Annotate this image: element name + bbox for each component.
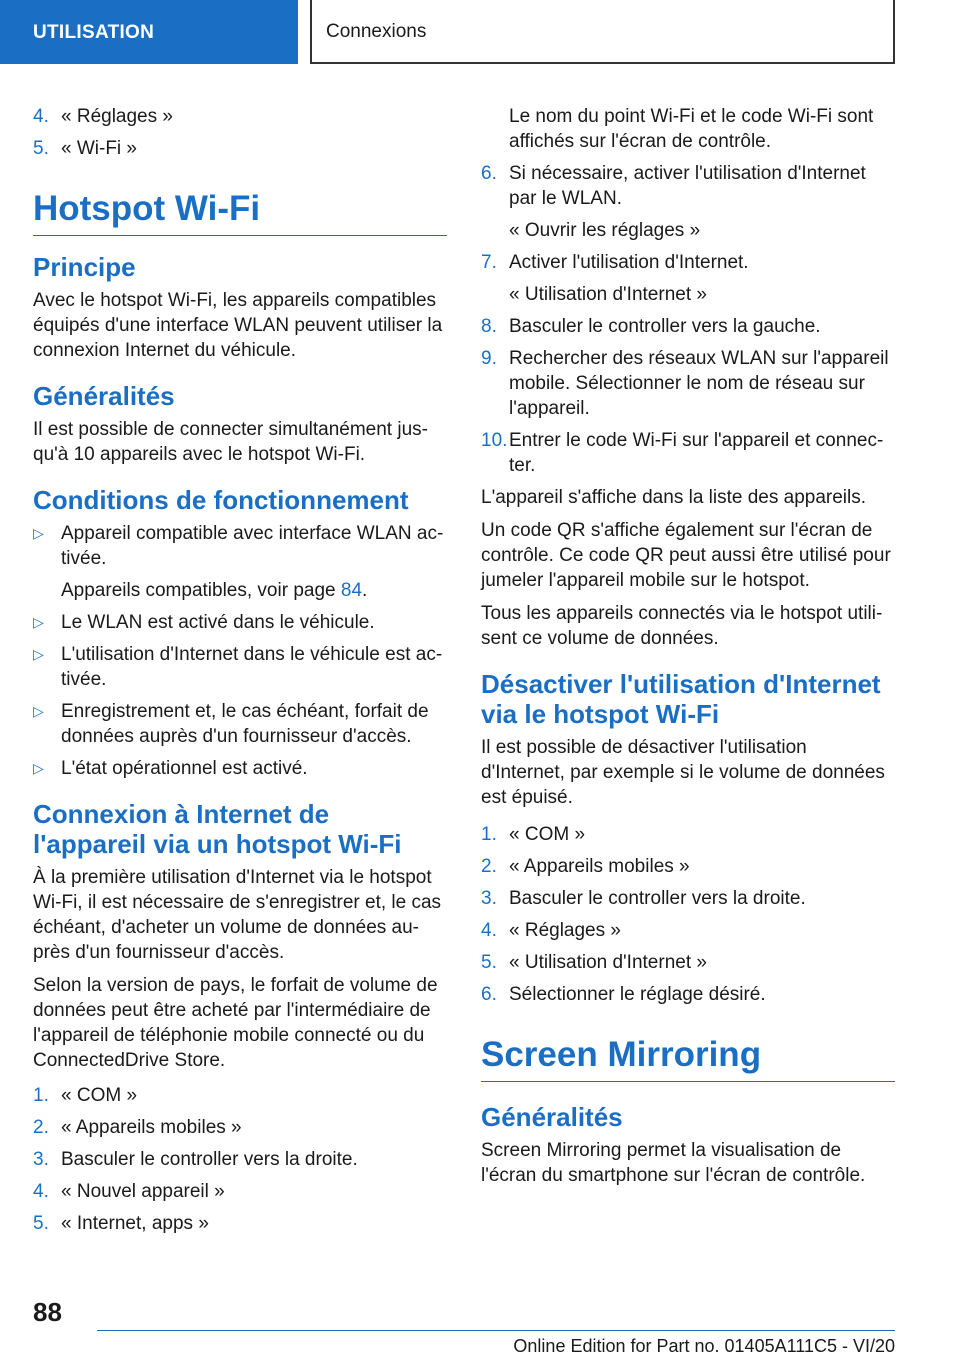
list-item [481,918,895,943]
step-text: Si nécessaire, activer l'utilisation d'Internet par le WLAN. [509,163,866,209]
bullet-triangle-icon: ▷ [33,525,44,541]
list-item [481,854,895,879]
page-number: 88 [33,1297,62,1327]
step-number: 4. [481,920,497,941]
step-text: « Wi-Fi » [61,138,137,159]
right-column [481,104,895,1196]
step-text: « Nouvel appareil » [61,1181,225,1202]
list-item [481,250,895,275]
step-number: 10. [481,430,508,451]
step-text: Rechercher des réseaux WLAN sur l'appareil mobile. Sélectionner le nom de réseau sur l'appareil. [509,348,889,419]
mirroring-text: Screen Mirroring permet la visualisation de l'écran du smartphone sur l'écran de contrôle. [481,1140,866,1186]
step-text: « COM » [509,824,586,845]
desactiver-text: Il est possible de désactiver l'utilisation d'Internet, par exemple si le volume de données est épuisé. [481,737,885,808]
condition-text: Appareil compatible avec interface WLAN ac-tivée. [61,523,444,569]
list-item [33,756,447,781]
principe-heading: Principe [33,252,136,282]
footer-divider [97,1330,895,1331]
condition-reference [33,578,447,603]
section-tab [0,0,298,64]
step-number: 8. [481,316,497,337]
step-text: « Réglages » [509,920,621,941]
desactiver-heading: Désactiver l'utilisation d'Internet via le hotspot Wi-Fi [481,669,881,729]
step-number: 2. [33,1117,49,1138]
step-text: Basculer le controller vers la gauche. [509,316,821,337]
left-column [33,104,447,1243]
bullet-triangle-icon: ▷ [33,703,44,719]
step-sub: « Utilisation d'Internet » [509,284,707,305]
step-number: 9. [481,348,497,369]
step-text: « Appareils mobiles » [509,856,690,877]
screen-mirroring-heading: Screen Mirroring [481,1035,895,1082]
section-title: UTILISATION [33,21,155,43]
list-item [33,521,447,571]
list-item [33,104,447,129]
list-item [33,1147,447,1172]
principe-text: Avec le hotspot Wi-Fi, les appareils compatibles équipés d'une interface WLAN peuvent utiliser la connexion Internet du véhicule. [33,290,443,361]
generalites-heading: Généralités [33,381,175,411]
page-link[interactable]: 84 [340,580,363,601]
connexion-text-2: Selon la version de pays, le forfait de volume de données peut être acheté par l'intermédiaire de l'appareil de téléphonie mobile connecté ou du ConnectedDrive Store. [33,975,438,1071]
list-item [481,886,895,911]
bullet-triangle-icon: ▷ [33,646,44,662]
step-text: Basculer le controller vers la droite. [61,1149,358,1170]
step-sub: « Ouvrir les réglages » [509,220,701,241]
reference-text: Appareils compatibles, voir page [61,580,341,601]
step-number: 7. [481,252,497,273]
edition-text: Online Edition for Part no. 01405A111C5 - VI/20 [513,1336,895,1356]
condition-text: Enregistrement et, le cas échéant, forfait de données auprès d'un fournisseur d'accès. [61,701,429,747]
list-item [33,610,447,635]
step-text: Activer l'utilisation d'Internet. [509,252,749,273]
condition-text: Le WLAN est activé dans le véhicule. [61,612,375,633]
condition-text: L'état opérationnel est activé. [61,758,308,779]
connexion-heading: Connexion à Internet de l'appareil via un hotspot Wi-Fi [33,799,402,859]
list-item [481,161,895,211]
step-text: « Réglages » [61,106,173,127]
connexion-text-1: À la première utilisation d'Internet via le hotspot Wi-Fi, il est nécessaire de s'enregistrer et, le cas échéant, d'acheter un volume de données au-près d'un fournisseur d'accès. [33,867,442,963]
list-item [33,1115,447,1140]
result-text-3: Tous les appareils connectés via le hotspot utili-sent ce volume de données. [481,603,883,649]
step-text: « COM » [61,1085,138,1106]
list-item [33,642,447,692]
step-number: 2. [481,856,497,877]
list-item [481,346,895,421]
step-text: « Appareils mobiles » [61,1117,242,1138]
conditions-heading: Conditions de fonctionnement [33,485,409,515]
list-item [33,136,447,161]
list-item [33,1211,447,1236]
list-item [33,1083,447,1108]
step-number: 5. [33,138,49,159]
step-text: Basculer le controller vers la droite. [509,888,806,909]
step-text: Entrer le code Wi-Fi sur l'appareil et connec-ter. [509,430,884,476]
step-text: Sélectionner le réglage désiré. [509,984,766,1005]
step-number: 1. [33,1085,49,1106]
result-text-1: L'appareil s'affiche dans la liste des appareils. [481,487,867,508]
list-item [33,1179,447,1204]
bullet-triangle-icon: ▷ [33,760,44,776]
result-text-2: Un code QR s'affiche également sur l'écran de contrôle. Ce code QR peut aussi être utilisé pour jumeler l'appareil mobile sur le hotspot. [481,520,891,591]
list-item [481,314,895,339]
list-item [481,950,895,975]
mirroring-generalites-heading: Généralités [481,1102,623,1132]
reference-suffix: . [362,580,368,601]
generalites-text: Il est possible de connecter simultanément jus-qu'à 10 appareils avec le hotspot Wi-Fi. [33,419,428,465]
step-number: 5. [33,1213,49,1234]
step-number: 6. [481,984,497,1005]
step-number: 4. [33,1181,49,1202]
condition-text: L'utilisation d'Internet dans le véhicule est ac-tivée. [61,644,443,690]
bullet-triangle-icon: ▷ [33,614,44,630]
step-number: 4. [33,106,49,127]
step-number: 6. [481,163,497,184]
chapter-tab [310,0,895,64]
list-item [33,699,447,749]
step-number: 3. [481,888,497,909]
step-continuation: Le nom du point Wi-Fi et le code Wi-Fi sont affichés sur l'écran de contrôle. [509,106,874,152]
step-text: « Utilisation d'Internet » [509,952,707,973]
step-text: « Internet, apps » [61,1213,209,1234]
step-number: 1. [481,824,497,845]
list-item [481,982,895,1007]
list-item [481,428,895,478]
step-number: 3. [33,1149,49,1170]
hotspot-heading: Hotspot Wi-Fi [33,189,447,236]
step-number: 5. [481,952,497,973]
chapter-title: Connexions [326,20,427,42]
list-item [481,822,895,847]
